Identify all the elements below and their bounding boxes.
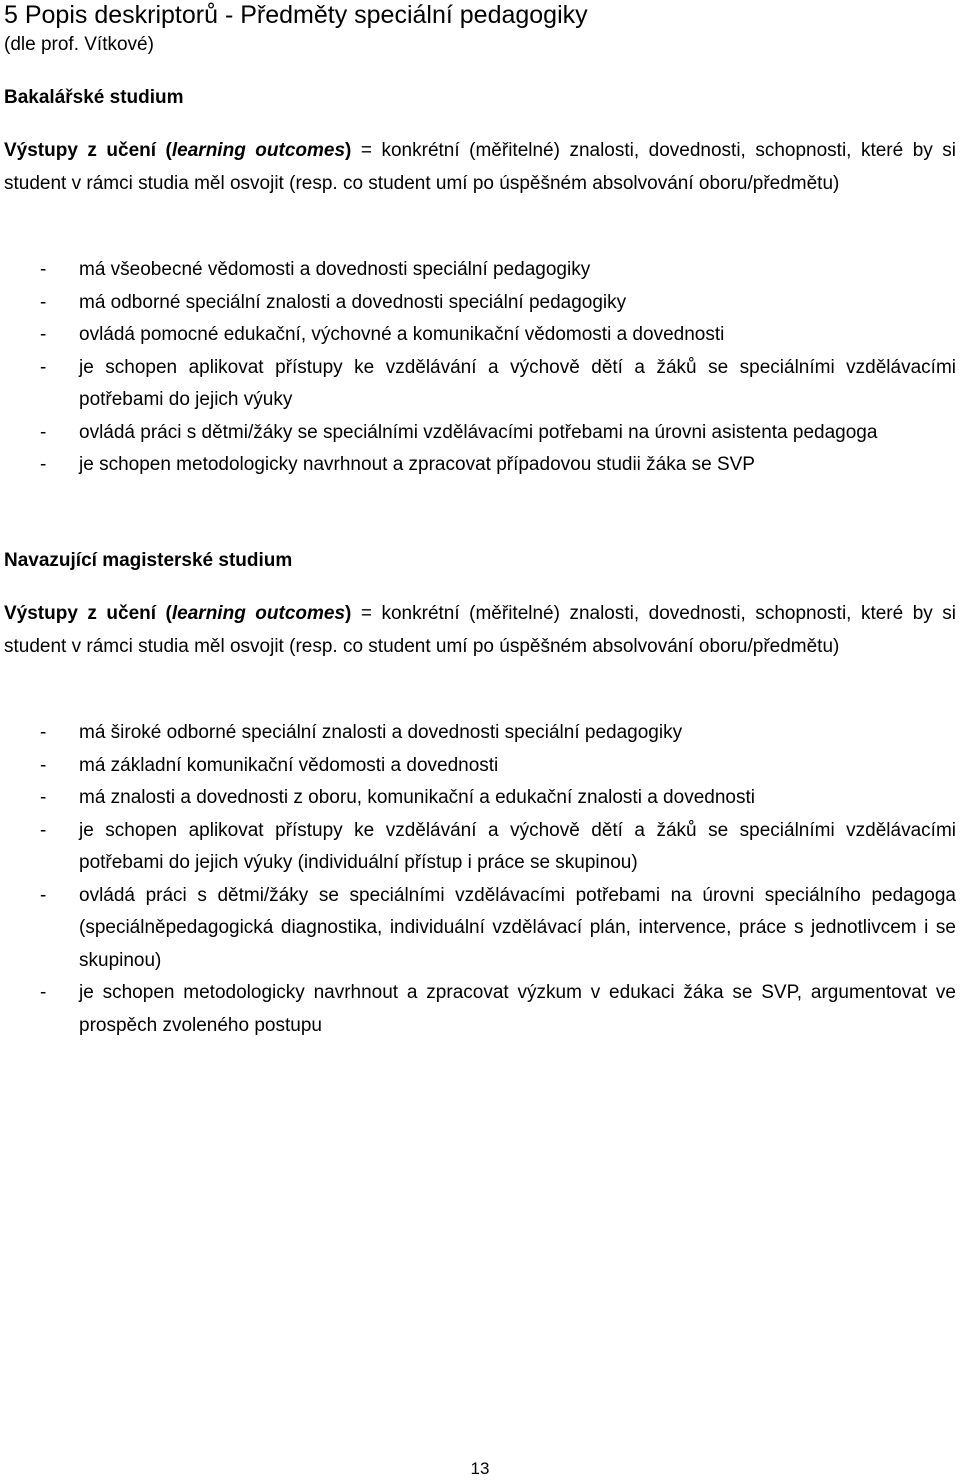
list-marker: -	[40, 454, 47, 475]
list-marker: -	[40, 819, 47, 841]
intro-text: = konkrétní (měřitelné) znalosti, dovednosti, schopnosti, které by si student v rámci studia měl osvojit (resp. co student umí po úspěšném absolvování oboru/předmětu)	[4, 603, 957, 657]
intro-italic-term: learning outcomes	[171, 603, 346, 624]
list-item-text: ovládá práci s dětmi/žáky se speciálními vzdělávacími potřebami na úrovni asistenta pedagoga	[79, 421, 878, 443]
list-marker: -	[40, 787, 47, 808]
list-marker: -	[40, 982, 47, 1003]
page-title: 5 Popis deskriptorů - Předměty speciální pedagogiky	[4, 1, 588, 29]
intro-bold-end: )	[345, 140, 352, 161]
section-heading-master: Navazující magisterské studium	[4, 550, 293, 571]
list-item	[0, 815, 956, 880]
list-marker: -	[40, 259, 47, 280]
list-item-text: je schopen metodologicky navrhnout a zpracovat případovou studii žáka se SVP	[79, 454, 755, 475]
list-item	[0, 750, 956, 783]
list-item	[0, 319, 956, 352]
list-marker: -	[40, 421, 47, 443]
list-item	[0, 417, 956, 450]
list-item	[0, 352, 956, 417]
list-item-text: má všeobecné vědomosti a dovednosti speciální pedagogiky	[79, 259, 591, 280]
list-marker: -	[40, 324, 47, 345]
list-item-text: má široké odborné speciální znalosti a dovednosti speciální pedagogiky	[79, 722, 683, 743]
list-item	[0, 977, 956, 1042]
intro-paragraph-master	[4, 598, 956, 663]
list-item-text: je schopen aplikovat přístupy ke vzdělávání a výchově dětí a žáků se speciálními vzdělávacími potřebami do jejich výuky (individuální přístup i práce se skupinou)	[79, 819, 956, 873]
page-number: 13	[470, 1459, 490, 1478]
list-item-text: má znalosti a dovednosti z oboru, komunikační a edukační znalosti a dovednosti	[79, 787, 755, 808]
list-item-text: je schopen aplikovat přístupy ke vzdělávání a výchově dětí a žáků se speciálními vzdělávacími potřebami do jejich výuky	[79, 356, 956, 410]
intro-italic-term: learning outcomes	[171, 140, 346, 161]
list-item-text: je schopen metodologicky navrhnout a zpracovat výzkum v edukaci žáka se SVP, argumentovat ve prospěch zvoleného postupu	[79, 982, 956, 1036]
list-marker: -	[40, 754, 47, 776]
list-item-text: má základní komunikační vědomosti a dovednosti	[79, 754, 499, 776]
list-item-text: ovládá práci s dětmi/žáky se speciálními vzdělávacími potřebami na úrovni speciálního pedagoga (speciálněpedagogická diagnostika, individuální vzdělávací plán, intervence, práce s jednotlivcem i se skupinou)	[79, 884, 956, 971]
list-item	[0, 449, 956, 482]
list-marker: -	[40, 722, 47, 743]
list-marker: -	[40, 356, 47, 378]
intro-paragraph-bachelor	[4, 135, 956, 200]
list-marker: -	[40, 884, 47, 906]
list-item	[0, 880, 956, 978]
intro-bold-start: Výstupy z učení (	[4, 603, 172, 624]
intro-bold-end: )	[345, 603, 352, 624]
list-item-text: ovládá pomocné edukační, výchovné a komunikační vědomosti a dovednosti	[79, 324, 725, 345]
list-item-text: má odborné speciální znalosti a dovednosti speciální pedagogiky	[79, 291, 627, 313]
list-item	[0, 717, 956, 750]
section-heading-bachelor: Bakalářské studium	[4, 87, 184, 108]
intro-bold-start: Výstupy z učení (	[4, 140, 172, 161]
intro-text: = konkrétní (měřitelné) znalosti, dovednosti, schopnosti, které by si student v rámci studia měl osvojit (resp. co student umí po úspěšném absolvování oboru/předmětu)	[4, 140, 957, 194]
outcome-list-bachelor	[0, 254, 956, 482]
list-item	[0, 254, 956, 287]
outcome-list-master	[0, 717, 956, 1042]
list-item	[0, 782, 956, 815]
list-item	[0, 287, 956, 320]
page-subtitle: (dle prof. Vítkové)	[4, 34, 154, 55]
list-marker: -	[40, 291, 47, 313]
